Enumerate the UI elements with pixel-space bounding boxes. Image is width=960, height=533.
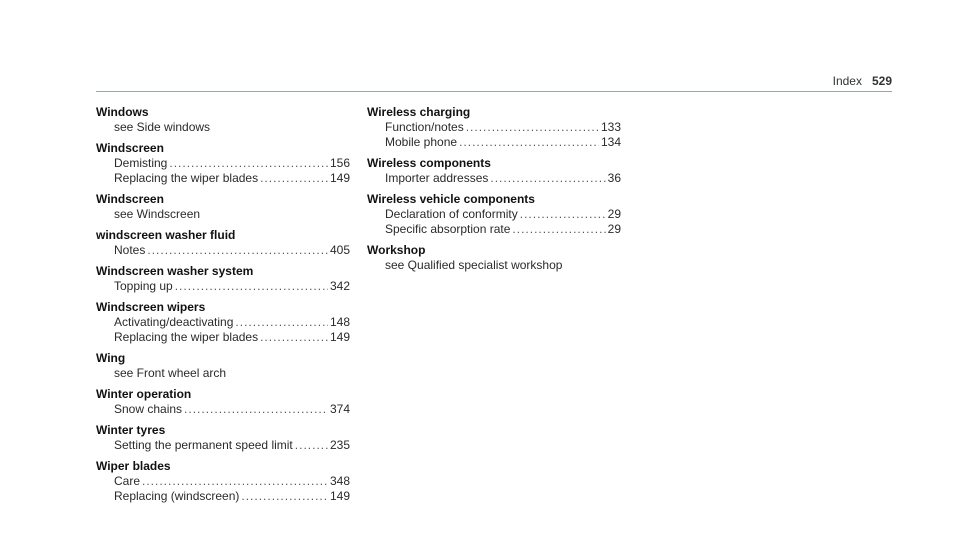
dot-leader <box>260 171 328 186</box>
index-entry <box>96 458 350 504</box>
index-heading: Winter operation <box>96 387 192 401</box>
index-subentry[interactable] <box>96 243 350 258</box>
dot-leader <box>241 489 328 504</box>
subentry-label: Replacing the wiper blades <box>114 330 259 344</box>
index-entry <box>96 386 350 417</box>
subentry-label: Care <box>114 474 141 488</box>
index-subentry[interactable] <box>96 171 350 186</box>
page-reference[interactable]: 149 <box>329 171 350 185</box>
header-rule <box>96 91 892 92</box>
index-subentry[interactable] <box>96 156 350 171</box>
dot-leader <box>466 120 599 135</box>
subentry-label: Replacing the wiper blades <box>114 171 259 185</box>
dot-leader <box>459 135 599 150</box>
page-reference[interactable]: 235 <box>329 438 350 452</box>
dot-leader <box>512 222 605 237</box>
index-entry <box>96 299 350 345</box>
index-subentry[interactable] <box>367 135 621 150</box>
subentry-label: Importer addresses <box>385 171 489 185</box>
index-heading: Wireless components <box>367 156 491 170</box>
dot-leader <box>169 156 328 171</box>
index-subentry[interactable] <box>96 315 350 330</box>
index-subentry[interactable] <box>96 402 350 417</box>
index-heading: Winter tyres <box>96 423 166 437</box>
subentry-label: see Side windows <box>114 120 211 134</box>
dot-leader <box>184 402 328 417</box>
index-subentry[interactable] <box>367 222 621 237</box>
subentry-label: see Qualified specialist workshop <box>385 258 563 272</box>
page-reference[interactable]: 156 <box>329 156 350 170</box>
page-number: 529 <box>871 74 892 88</box>
index-subentry[interactable] <box>96 279 350 294</box>
subentry-label: Activating/deactivating <box>114 315 234 329</box>
index-heading: Windows <box>96 105 149 119</box>
index-heading: Windscreen <box>96 192 164 206</box>
index-entry <box>96 422 350 453</box>
dot-leader <box>147 243 328 258</box>
page-reference[interactable]: 29 <box>607 222 621 236</box>
index-subentry[interactable] <box>96 474 350 489</box>
dot-leader <box>295 438 328 453</box>
dot-leader <box>520 207 606 222</box>
page-reference[interactable]: 134 <box>600 135 621 149</box>
subentry-label: Declaration of conformity <box>385 207 518 221</box>
subentry-label: see Windscreen <box>114 207 201 221</box>
index-entry <box>96 104 350 135</box>
index-entry <box>96 140 350 186</box>
index-heading: Wing <box>96 351 126 365</box>
subentry-label: Demisting <box>114 156 168 170</box>
subentry-label: Notes <box>114 243 146 257</box>
page-reference[interactable]: 148 <box>329 315 350 329</box>
dot-leader <box>142 474 328 489</box>
index-entry <box>96 263 350 294</box>
index-subentry[interactable] <box>367 171 621 186</box>
index-subentry[interactable] <box>367 120 621 135</box>
subentry-label: Topping up <box>114 279 173 293</box>
index-entry <box>96 191 350 222</box>
index-subentry[interactable] <box>96 438 350 453</box>
index-heading: Workshop <box>367 243 426 257</box>
dot-leader <box>235 315 328 330</box>
page-reference[interactable]: 36 <box>607 171 621 185</box>
page-reference[interactable]: 133 <box>600 120 621 134</box>
page-reference[interactable]: 149 <box>329 489 350 503</box>
index-entry <box>96 227 350 258</box>
index-subentry <box>96 366 350 381</box>
subentry-label: Mobile phone <box>385 135 458 149</box>
page-reference[interactable]: 405 <box>329 243 350 257</box>
index-subentry <box>96 207 350 222</box>
index-heading: Windscreen wipers <box>96 300 206 314</box>
subentry-label: Setting the permanent speed limit <box>114 438 293 452</box>
page-reference[interactable]: 149 <box>329 330 350 344</box>
index-heading: windscreen washer fluid <box>96 228 236 242</box>
dot-leader <box>490 171 605 186</box>
index-heading: Wiper blades <box>96 459 171 473</box>
index-entry <box>367 242 621 273</box>
index-subentry[interactable] <box>96 489 350 504</box>
subentry-label: see Front wheel arch <box>114 366 227 380</box>
index-subentry[interactable] <box>96 330 350 345</box>
page-header <box>833 74 892 88</box>
index-column-left <box>96 104 350 509</box>
index-subentry[interactable] <box>367 207 621 222</box>
index-heading: Wireless charging <box>367 105 471 119</box>
subentry-label: Snow chains <box>114 402 183 416</box>
index-subentry <box>96 120 350 135</box>
page-reference[interactable]: 374 <box>329 402 350 416</box>
page-reference[interactable]: 342 <box>329 279 350 293</box>
subentry-label: Function/notes <box>385 120 464 134</box>
dot-leader <box>260 330 328 345</box>
index-entry <box>367 155 621 186</box>
index-heading: Windscreen washer system <box>96 264 254 278</box>
index-column-right <box>367 104 621 278</box>
index-entry <box>367 104 621 150</box>
index-entry <box>96 350 350 381</box>
page-reference[interactable]: 348 <box>329 474 350 488</box>
dot-leader <box>175 279 328 294</box>
page-reference[interactable]: 29 <box>607 207 621 221</box>
subentry-label: Specific absorption rate <box>385 222 511 236</box>
index-subentry <box>367 258 621 273</box>
subentry-label: Replacing (windscreen) <box>114 489 240 503</box>
index-heading: Windscreen <box>96 141 164 155</box>
index-entry <box>367 191 621 237</box>
index-heading: Wireless vehicle components <box>367 192 535 206</box>
section-title: Index <box>832 74 862 88</box>
